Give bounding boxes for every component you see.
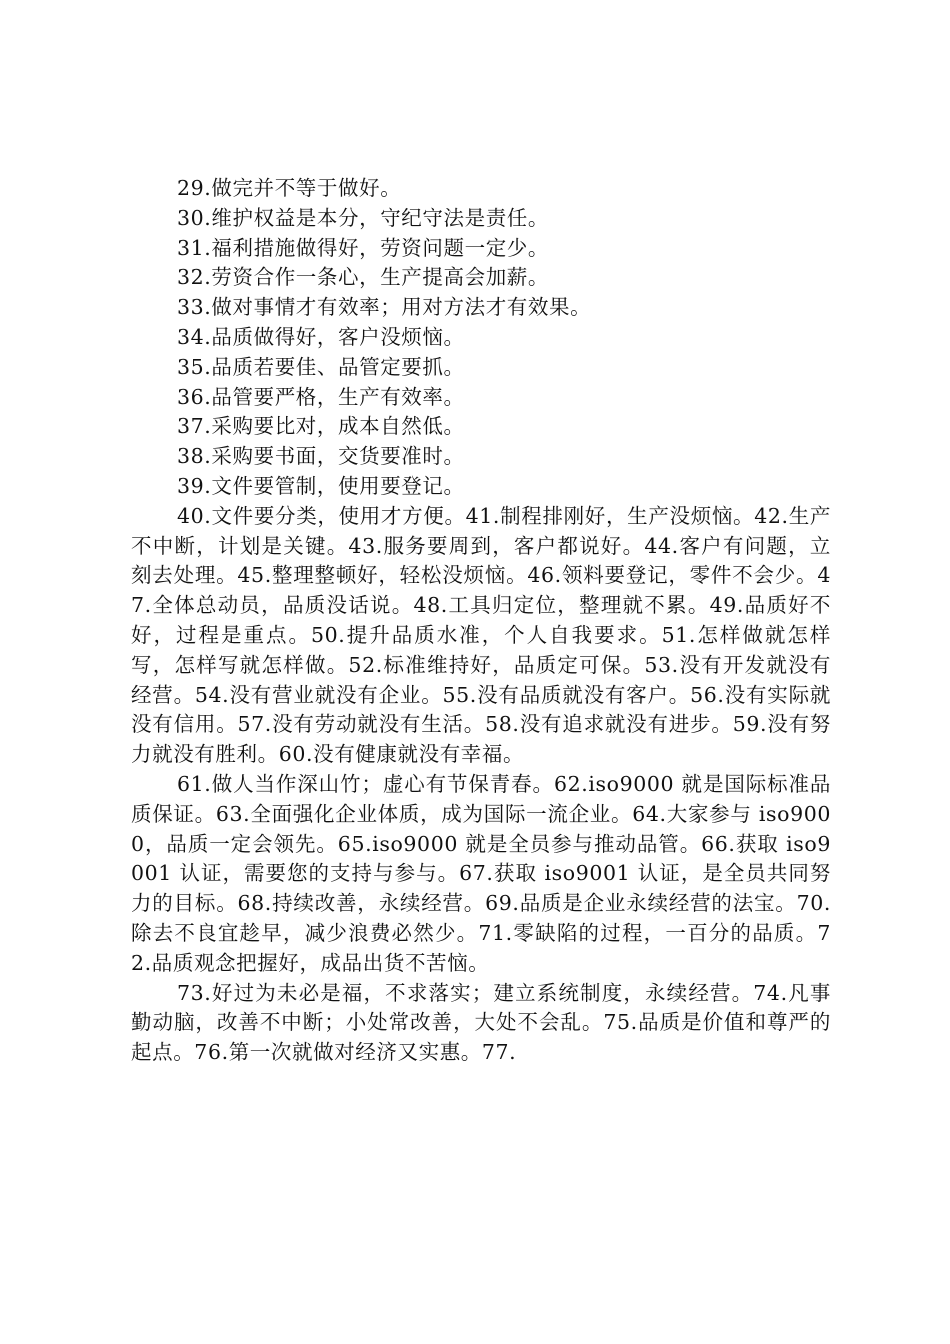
slogan-paragraph-73-77: 73.好过为未必是福，不求落实；建立系统制度，永续经营。74.凡事勤动脑，改善不中断；小处常改善，大处不会乱。75.品质是价值和尊严的起点。76.第一次就做对经济又实惠。77. xyxy=(131,980,831,1065)
slogan-line-31: 31.福利措施做得好，劳资问题一定少。 xyxy=(177,235,550,260)
document-body xyxy=(131,174,831,1068)
slogan-line-34: 34.品质做得好，客户没烦恼。 xyxy=(177,324,465,349)
slogan-line-32: 32.劳资合作一条心，生产提高会加薪。 xyxy=(177,265,550,290)
slogan-line-36: 36.品管要严格，生产有效率。 xyxy=(177,384,465,409)
slogan-line-33: 33.做对事情才有效率；用对方法才有效果。 xyxy=(177,295,592,320)
slogan-line-37: 37.采购要比对，成本自然低。 xyxy=(177,414,465,439)
slogan-line-29: 29.做完并不等于做好。 xyxy=(177,176,402,200)
slogan-line-30: 30.维护权益是本分，守纪守法是责任。 xyxy=(177,205,550,230)
slogan-paragraph-61-72: 61.做人当作深山竹；虚心有节保青春。62.iso9000 就是国际标准品质保证。63.全面强化企业体质，成为国际一流企业。64.大家参与 iso9000，品质一定会领先。65.iso9000 就是全员参与推动品管。66.获取 iso9001 认证，需要您的支持与参与。67.获取 iso9001 认证，是全员共同努力的目标。68.持续改善，永续经营。69.品质是企业永续经营的法宝。70.除去不良宜趁早，减少浪费必然少。71.零缺陷的过程，一百分的品质。72.品质观念把握好，成品出货不苦恼。 xyxy=(131,771,831,975)
slogan-line-38: 38.采购要书面，交货要准时。 xyxy=(177,444,465,469)
slogan-line-39: 39.文件要管制，使用要登记。 xyxy=(177,473,465,498)
slogan-paragraph-40-60: 40.文件要分类，使用才方便。41.制程排刚好，生产没烦恼。42.生产不中断，计划是关键。43.服务要周到，客户都说好。44.客户有问题，立刻去处理。45.整理整顿好，轻松没烦恼。46.领料要登记，零件不会少。47.全体总动员，品质没话说。48.工具归定位，整理就不累。49.品质好不好，过程是重点。50.提升品质水准，个人自我要求。51.怎样做就怎样写，怎样写就怎样做。52.标准维持好，品质定可保。53.没有开发就没有经营。54.没有营业就没有企业。55.没有品质就没有客户。56.没有实际就没有信用。57.没有劳动就没有生活。58.没有追求就没有进步。59.没有努力就没有胜利。60.没有健康就没有幸福。 xyxy=(131,503,831,767)
slogan-line-35: 35.品质若要佳、品管定要抓。 xyxy=(177,354,465,379)
